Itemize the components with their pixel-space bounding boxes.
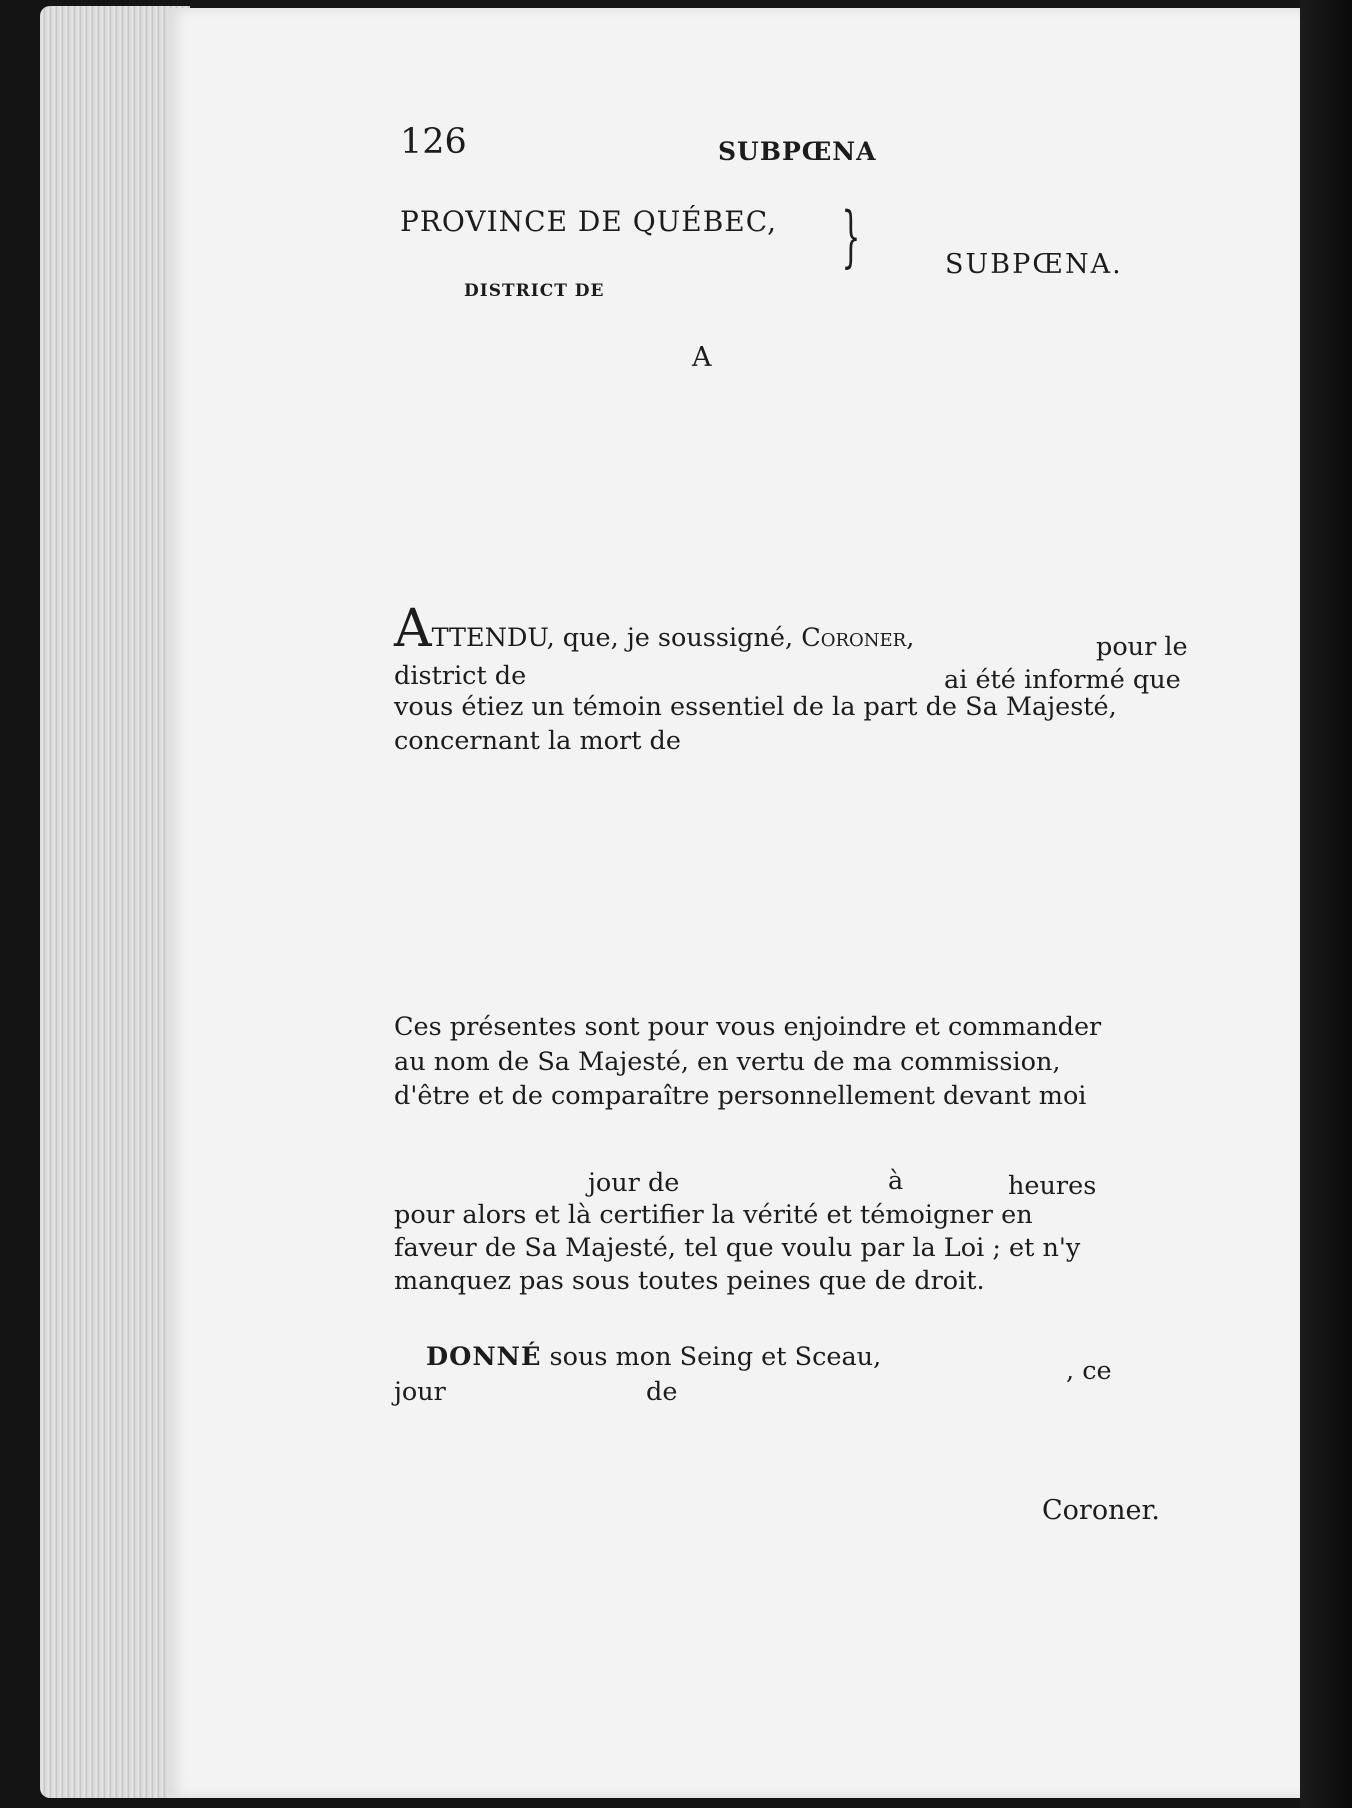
- book-page: [168, 8, 1308, 1798]
- command-line-2: au nom de Sa Majesté, en vertu de ma commission,: [394, 1047, 1061, 1077]
- attendu-line-1-end: pour le: [1096, 632, 1188, 662]
- addressee-label: A: [692, 342, 712, 373]
- donne-jour: jour: [394, 1377, 446, 1407]
- district-label: DISTRICT DE: [464, 281, 605, 301]
- attendu-text: TTENDU, que, je soussigné,: [431, 623, 794, 653]
- donne-word: DONNÉ: [426, 1342, 542, 1372]
- command-line-5: pour alors et là certifier la vérité et témoigner en: [394, 1200, 1033, 1230]
- command-line-6: faveur de Sa Majesté, tel que voulu par la Loi ; et n'y: [394, 1233, 1081, 1263]
- coroner-word: Coroner,: [801, 623, 915, 653]
- attendu-line-2-start: district de: [394, 661, 527, 691]
- caption-brace: }: [841, 198, 861, 275]
- book-gutter: [1300, 0, 1352, 1808]
- donne-de: de: [646, 1377, 678, 1407]
- blank-heures: heures: [1008, 1171, 1097, 1201]
- donne-text: sous mon Seing et Sceau,: [549, 1342, 882, 1372]
- command-line-7: manquez pas sous toutes peines que de droit.: [394, 1266, 985, 1296]
- province-label: PROVINCE DE QUÉBEC,: [400, 205, 778, 238]
- command-line-1: Ces présentes sont pour vous enjoindre et commander: [394, 1012, 1102, 1042]
- form-title: SUBPŒNA.: [945, 249, 1123, 280]
- drop-cap: A: [394, 599, 432, 659]
- attendu-line-4: concernant la mort de: [394, 726, 681, 756]
- attendu-line-2-end: ai été informé que: [944, 665, 1181, 695]
- command-line-3: d'être et de comparaître personnellement devant moi: [394, 1081, 1087, 1111]
- blank-jour-de: jour de: [588, 1168, 680, 1198]
- page-number: 126: [400, 122, 467, 162]
- blank-a: à: [888, 1166, 904, 1196]
- running-title: SUBPŒNA: [718, 137, 877, 166]
- donne-line-1-end: , ce: [1066, 1356, 1112, 1386]
- attendu-line-1: [394, 599, 915, 659]
- attendu-line-3: vous étiez un témoin essentiel de la part de Sa Majesté,: [394, 692, 1117, 722]
- donne-line-1: [426, 1342, 881, 1372]
- signature-coroner: Coroner.: [1042, 1495, 1160, 1526]
